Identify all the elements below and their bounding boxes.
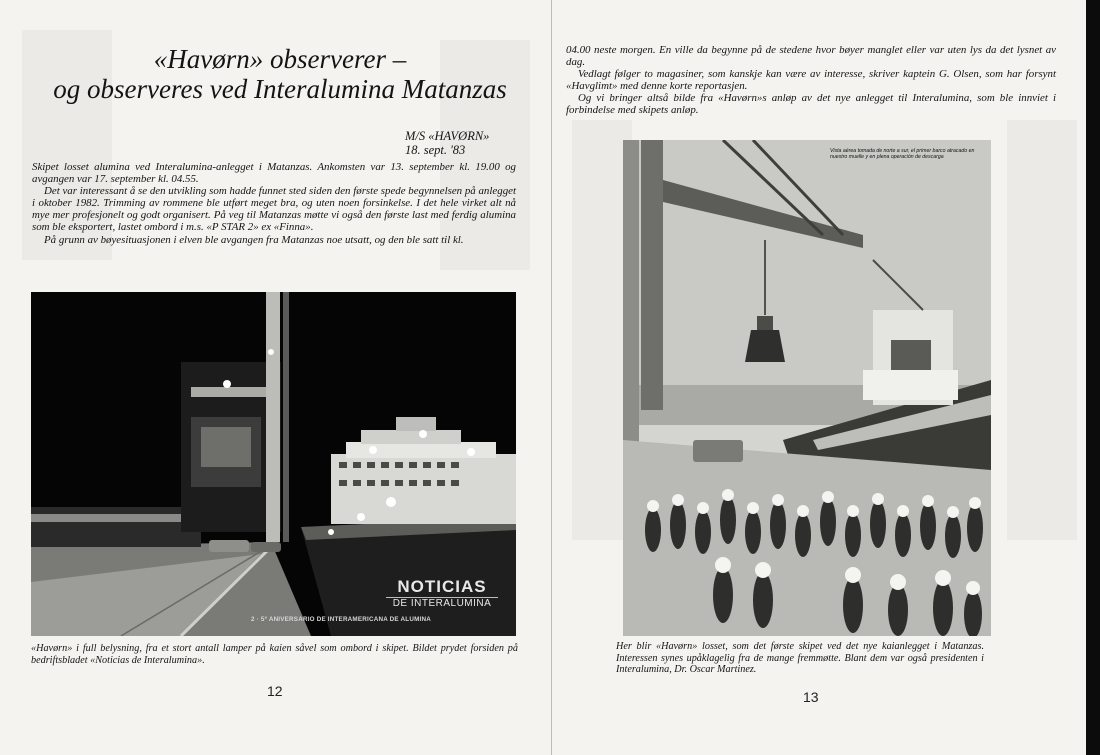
article-title-line-1: «Havørn» observerer – — [153, 44, 407, 74]
unloading-ceremony-photo — [623, 140, 991, 636]
byline-date: 18. sept. '83 — [405, 143, 466, 157]
body-paragraph: På grunn av bøyesituasjonen i elven ble avgangen fra Matanzas noe utsatt, og den ble satt til kl. — [44, 233, 464, 246]
night-ship-photo — [31, 292, 516, 636]
page-number-right: 13 — [803, 689, 819, 705]
photo-inset-caption: Vista aérea tomada de norte a sur, el primer barco atracado en nuestro muelle y en plena operación de descarga — [830, 148, 975, 161]
logo-text-noticias: NOTICIAS — [397, 577, 487, 596]
byline-ship: M/S «HAVØRN» — [405, 129, 490, 143]
scan-edge — [1086, 0, 1100, 755]
article-body-right — [566, 44, 1056, 117]
body-paragraph: Og vi bringer altså bilde fra «Havørn»s anløp av det nye anlegget til Interalumina, som ble innviet i forbindelse med skipets anløp. — [566, 92, 1056, 117]
body-paragraph: Skipet losset alumina ved Interalumina-anlegget i Matanzas. Ankomsten var 13. september kl. 19.00 og avgangen var 17. september kl. 04.55. — [32, 161, 516, 186]
body-paragraph: 04.00 neste morgen. En ville da begynne på de stedene hvor bøyer manglet eller var uten lys da det lysnet av dag. — [566, 44, 1056, 69]
bleed-through — [1007, 120, 1077, 540]
article-body-left — [32, 161, 516, 246]
body-paragraph: Vedlagt følger to magasiner, som kanskje kan være av interesse, skriver kaptein G. Olsen, som har forsynt «Havglimt» med denne korte reportasjen. — [566, 68, 1056, 93]
logo-text-interalumina: DE INTERALUMINA — [386, 597, 498, 609]
photo-caption-right: Her blir «Havørn» losset, som det første skipet ved det nye kaianlegget i Matanzas. Interessen synes upåklagelig fra de mange fremmøtte. Blant dem var også presidenten i Interalumina, Dr. Oscar Martinez. — [616, 641, 984, 676]
article-title-line-2: og observeres ved Interalumina Matanzas — [53, 74, 507, 104]
photo-banner-strip: 2 · 5º ANIVERSARIO DE INTERAMERICANA DE ALUMINA — [251, 616, 431, 623]
page-number-left: 12 — [267, 683, 283, 699]
port-unloading-illustration — [623, 140, 991, 636]
noticias-logo — [386, 578, 498, 609]
photo-caption-left: «Havørn» i full belysning, fra et stort antall lamper på kaien såvel som ombord i skipet. Bildet prydet forsiden på bedriftsbladet «Noticias de Interalumina». — [31, 643, 518, 666]
body-paragraph: Det var interessant å se den utvikling som hadde funnet sted siden den første spede begynnelsen på anlegget i oktober 1982. Trimming av rommene ble utført meget bra, og uten noen forsinkelse. I det hele virket alt nå mye mer profesjonelt og godt organisert. På veg til Matanzas møtte vi også den første last med ferdig alumina som ble eksportert, lastet ombord i m.s. «P STAR 2» ex «Finna». — [32, 185, 516, 234]
